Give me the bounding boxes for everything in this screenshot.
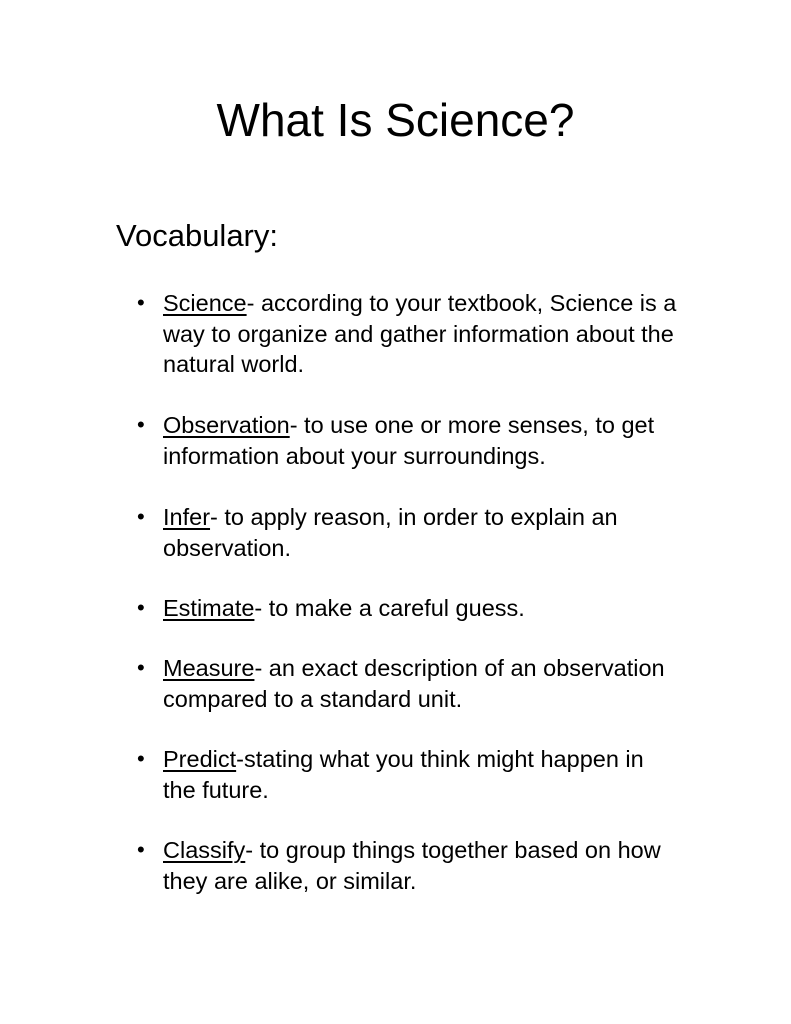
definition-science: - according to your textbook, Science is a way to organize and gather information about the natural world. xyxy=(163,290,677,377)
vocabulary-entry xyxy=(163,593,677,624)
vocabulary-heading: Vocabulary: xyxy=(116,218,278,253)
definition-classify: - to group things together based on how they are alike, or similar. xyxy=(163,837,661,894)
definition-measure: - an exact description of an observation compared to a standard unit. xyxy=(163,655,665,712)
term-estimate: Estimate xyxy=(163,595,255,621)
definition-infer: - to apply reason, in order to explain an observation. xyxy=(163,504,618,561)
vocabulary-entry xyxy=(163,653,677,714)
vocabulary-entry xyxy=(163,835,677,896)
vocabulary-entry xyxy=(163,744,677,805)
bullet-icon: • xyxy=(137,655,145,680)
term-classify: Classify xyxy=(163,837,246,863)
page-title: What Is Science? xyxy=(216,94,575,146)
term-science: Science xyxy=(163,290,247,316)
term-predict: Predict xyxy=(163,746,237,772)
definition-estimate: - to make a careful guess. xyxy=(254,595,525,621)
term-observation: Observation xyxy=(163,412,290,438)
bullet-icon: • xyxy=(137,504,145,529)
term-infer: Infer xyxy=(163,504,211,530)
definition-predict: -stating what you think might happen in the future. xyxy=(163,746,644,803)
vocabulary-entry xyxy=(163,288,677,380)
vocabulary-entry xyxy=(163,502,677,563)
bullet-icon: • xyxy=(137,837,145,862)
bullet-icon: • xyxy=(137,595,145,620)
definition-observation: - to use one or more senses, to get information about your surroundings. xyxy=(163,412,655,469)
bullet-icon: • xyxy=(137,290,145,315)
bullet-icon: • xyxy=(137,412,145,437)
bullet-icon: • xyxy=(137,746,145,771)
term-measure: Measure xyxy=(163,655,255,681)
vocabulary-entry xyxy=(163,410,677,471)
